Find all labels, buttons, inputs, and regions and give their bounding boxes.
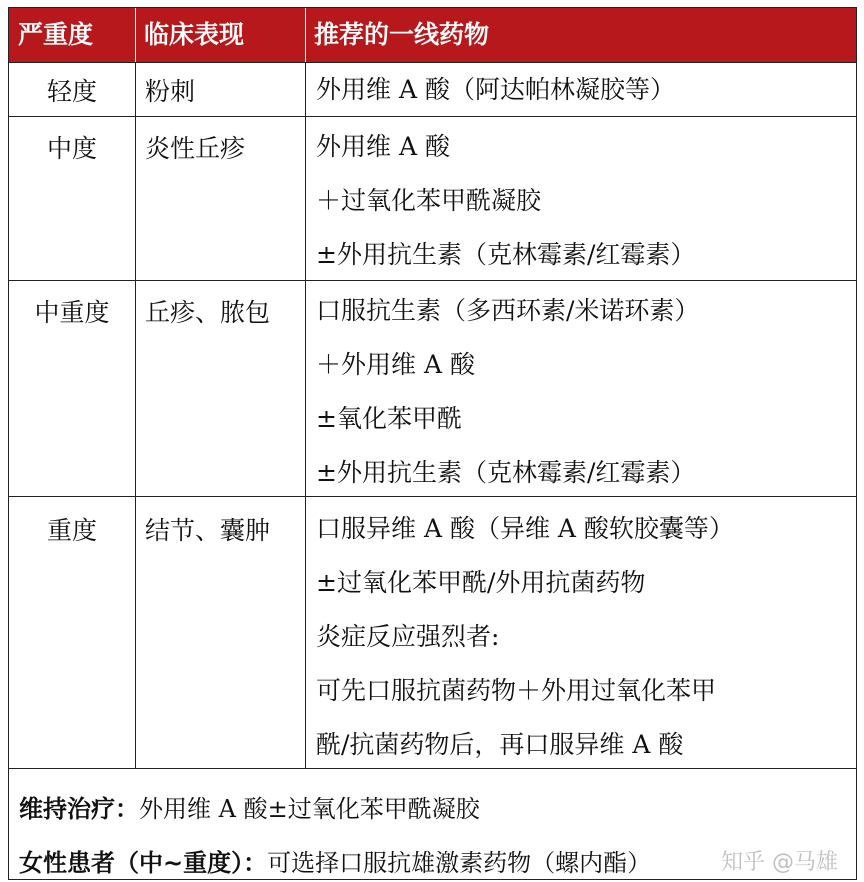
drug-line: 酰/抗菌药物后，再口服异维 A 酸 — [316, 730, 684, 759]
acne-treatment-table — [8, 7, 857, 880]
drug-line: ±氧化苯甲酰 — [316, 404, 462, 433]
drug-line: ±过氧化苯甲酰/外用抗菌药物 — [316, 568, 646, 597]
drug-line: ±外用抗生素（克林霉素/红霉素） — [316, 458, 696, 487]
drug-line: 外用维 A 酸（阿达帕林凝胶等） — [316, 75, 675, 104]
drug-line: ＋过氧化苯甲酰凝胶 — [316, 186, 542, 215]
severity-cell: 中度 — [46, 134, 97, 163]
table-row — [9, 496, 856, 768]
drugs-cell — [305, 293, 858, 509]
presentation-cell: 炎性丘疹 — [145, 134, 246, 163]
severity-cell: 中重度 — [34, 298, 110, 327]
drug-line: 口服异维 A 酸（异维 A 酸软胶囊等） — [316, 514, 734, 543]
drug-line: ±外用抗生素（克林霉素/红霉素） — [316, 240, 696, 269]
drug-line: 炎症反应强烈者: — [316, 622, 500, 651]
drugs-cell — [305, 511, 858, 781]
table-row — [9, 62, 856, 116]
drug-line: 口服抗生素（多西环素/米诺环素） — [316, 296, 700, 325]
watermark: 知乎 @马雄 — [721, 850, 838, 875]
severity-cell: 轻度 — [46, 77, 97, 106]
female-label: 女性患者（中~重度）： — [19, 849, 268, 877]
maintenance-label: 维持治疗： — [19, 795, 139, 823]
severity-cell: 重度 — [46, 516, 97, 545]
presentation-cell: 结节、囊肿 — [145, 516, 271, 545]
presentation-cell: 丘疹、脓包 — [145, 298, 271, 327]
table-row — [9, 116, 856, 280]
female-text: 可选择口服抗雄激素药物（螺内酯） — [267, 849, 652, 877]
header-presentation: 临床表现 — [144, 20, 245, 49]
drug-line: 外用维 A 酸 — [316, 132, 450, 161]
drug-line: ＋外用维 A 酸 — [316, 350, 475, 379]
female-patient-note — [19, 843, 651, 878]
maintenance-note — [19, 789, 480, 824]
table-header — [9, 8, 856, 62]
presentation-cell: 粉刺 — [145, 77, 196, 106]
drugs-cell — [305, 129, 858, 291]
header-drugs: 推荐的一线药物 — [314, 20, 490, 49]
table-row — [9, 280, 856, 496]
header-severity: 严重度 — [18, 20, 94, 49]
maintenance-text: 外用维 A 酸±过氧化苯甲酰凝胶 — [139, 795, 480, 823]
drug-line: 可先口服抗菌药物＋外用过氧化苯甲 — [316, 676, 717, 705]
